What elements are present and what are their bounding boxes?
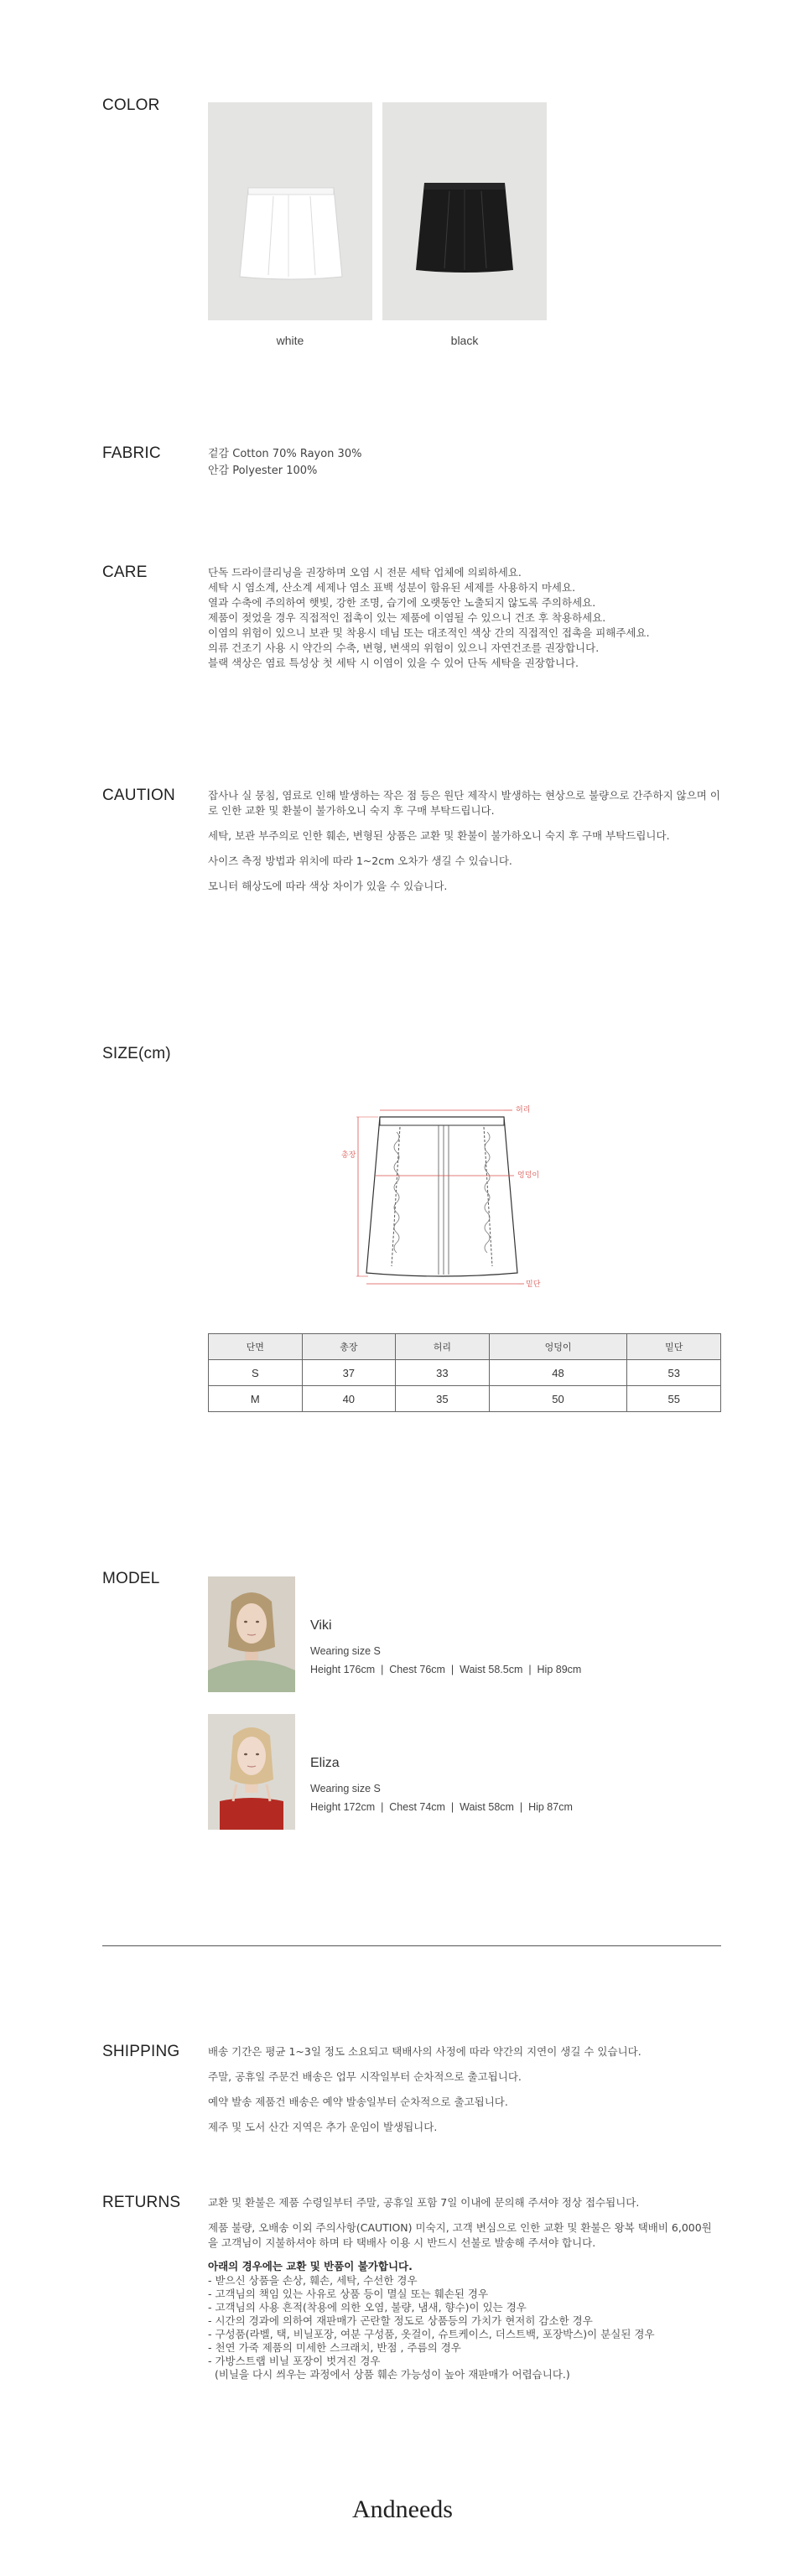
care-line: 단독 드라이클리닝을 권장하며 오염 시 전문 세탁 업체에 의뢰하세요. <box>208 566 522 579</box>
returns-fee-note: 제품 불량, 오배송 이외 주의사항(CAUTION) 미숙지, 고객 변심으로 인한 교환 및 환불은 왕복 택배비 6,000원을 고객님이 지불하셔야 하며 타 택배사 이용 시 반드시 선불로 발송해 주셔야 합니다. <box>208 2221 712 2249</box>
size-heading: SIZE(cm) <box>102 1045 171 1062</box>
size-table-wrap <box>208 1333 721 1412</box>
model-heading: MODEL <box>102 1570 160 1587</box>
size-cell: S <box>209 1360 303 1386</box>
model-height: Height 176cm <box>310 1664 376 1675</box>
shipping-line: 예약 발송 제품건 배송은 예약 발송일부터 순차적으로 출고됩니다. <box>208 2096 508 2108</box>
care-line: 세탁 시 염소계, 산소계 세제나 염소 표백 성분이 함유된 세제를 사용하지 마세요. <box>208 581 576 594</box>
table-row <box>209 1360 721 1386</box>
list-item: - 고객님의 사용 흔적(착용에 의한 오염, 불량, 냄새, 향수)이 있는 경우 <box>208 2301 527 2314</box>
list-item: - 천연 가죽 제품의 미세한 스크래치, 반점 , 주름의 경우 <box>208 2341 461 2354</box>
fabric-heading: FABRIC <box>102 444 161 462</box>
caution-list <box>208 788 721 904</box>
size-cell: M <box>209 1386 303 1412</box>
care-line: 열과 수축에 주의하여 햇빛, 강한 조명, 습기에 오랫동안 노출되지 않도록 주의하세요. <box>208 596 596 609</box>
table-row <box>209 1386 721 1412</box>
caution-line: 세탁, 보관 부주의로 인한 훼손, 변형된 상품은 교환 및 환불이 불가하오니 숙지 후 구매 부탁드립니다. <box>208 829 670 842</box>
white-skirt-image <box>208 102 372 320</box>
list-item: - 구성품(라벨, 택, 비닐포장, 여분 구성품, 옷걸이, 슈트케이스, 더스트백, 포장박스)이 분실된 경우 <box>208 2328 655 2340</box>
model-info-eliza <box>310 1756 573 1816</box>
returns-list <box>208 2274 721 2381</box>
diagram-label-length: 총장 <box>341 1151 356 1160</box>
care-line: 의류 건조기 사용 시 약간의 수축, 변형, 변색의 위험이 있으니 자연건조를 권장합니다. <box>208 641 600 654</box>
color-heading: COLOR <box>102 96 160 114</box>
size-cell: 48 <box>489 1360 627 1386</box>
model-photo-viki <box>208 1576 295 1692</box>
model-height: Height 172cm <box>310 1801 376 1813</box>
size-col-header: 단면 <box>209 1334 303 1360</box>
size-cell: 37 <box>302 1360 396 1386</box>
model-chest: Chest 76cm <box>389 1664 445 1675</box>
model-waist: Waist 58cm <box>460 1801 514 1813</box>
size-table <box>208 1333 721 1412</box>
shipping-line: 주말, 공휴일 주문건 배송은 업무 시작일부터 순차적으로 출고됩니다. <box>208 2070 522 2083</box>
model-measurements: Height 176cm | Chest 76cm | Waist 58.5cm | Hip 89cm <box>310 1664 582 1675</box>
fabric-lining: 안감 Polyester 100% <box>208 465 318 477</box>
size-col-header: 총장 <box>302 1334 396 1360</box>
diagram-label-waist: 허리 <box>516 1106 531 1114</box>
returns-list-title: 아래의 경우에는 교환 및 반품이 불가합니다. <box>208 2260 413 2272</box>
care-line: 이염의 위험이 있으니 보관 및 착용시 데님 또는 대조적인 색상 간의 직접적인 접촉을 피해주세요. <box>208 626 650 639</box>
section-divider <box>102 1945 721 1946</box>
model-wearing-size: Wearing size S <box>310 1645 381 1657</box>
fabric-shell: 겉감 Cotton 70% Rayon 30% <box>208 448 362 460</box>
care-list <box>208 565 728 671</box>
size-col-header: 허리 <box>396 1334 490 1360</box>
care-line: 블랙 색상은 염료 특성상 첫 세탁 시 이염이 있을 수 있어 단독 세탁을 권장합니다. <box>208 657 579 669</box>
list-item: - 시간의 경과에 의하여 재판매가 곤란할 정도로 상품등의 가치가 현저히 감소한 경우 <box>208 2314 593 2327</box>
shipping-line: 제주 및 도서 산간 지역은 추가 운임이 발생됩니다. <box>208 2121 438 2133</box>
size-diagram <box>340 1098 558 1291</box>
size-cell: 53 <box>627 1360 721 1386</box>
diagram-label-hip: 엉덩이 <box>517 1171 540 1180</box>
model-hip: Hip 87cm <box>528 1801 573 1813</box>
returns-intro: 교환 및 환불은 제품 수령일부터 주말, 공휴일 포함 7일 이내에 문의해 주셔야 정상 접수됩니다. <box>208 2196 640 2209</box>
size-table-header <box>209 1334 721 1360</box>
shipping-heading: SHIPPING <box>102 2043 180 2060</box>
model-name: Viki <box>310 1618 332 1633</box>
brand-logo: Andneeds <box>352 2496 453 2523</box>
color-label-white: white <box>276 334 304 347</box>
model-measurements: Height 172cm | Chest 74cm | Waist 58cm | Hip 87cm <box>310 1801 573 1813</box>
size-cell: 50 <box>489 1386 627 1412</box>
care-heading: CARE <box>102 564 148 581</box>
caution-line: 사이즈 측정 방법과 위치에 따라 1~2cm 오차가 생길 수 있습니다. <box>208 854 512 867</box>
model-hip: Hip 89cm <box>537 1664 582 1675</box>
returns-heading: RETURNS <box>102 2194 181 2211</box>
care-line: 제품이 젖었을 경우 직접적인 접촉이 있는 제품에 이염될 수 있으니 건조 후 착용하세요. <box>208 611 606 624</box>
caution-line: 잡사나 실 뭉침, 염료로 인해 발생하는 작은 점 등은 원단 제작시 발생하는 현상으로 불량으로 간주하지 않으며 이로 인한 교환 및 환불이 불가하오니 숙지 후 구매 부탁드립니다. <box>208 789 720 817</box>
size-cell: 33 <box>396 1360 490 1386</box>
list-item: - 고객님의 책임 있는 사유로 상품 등이 멸실 또는 훼손된 경우 <box>208 2288 489 2300</box>
caution-line: 모니터 해상도에 따라 색상 차이가 있을 수 있습니다. <box>208 880 448 892</box>
list-item: - 받으신 상품을 손상, 훼손, 세탁, 수선한 경우 <box>208 2274 418 2287</box>
model-photo-eliza <box>208 1714 295 1830</box>
color-label-black: black <box>450 334 479 347</box>
size-cell: 40 <box>302 1386 396 1412</box>
size-col-header: 밑단 <box>627 1334 721 1360</box>
size-col-header: 엉덩이 <box>489 1334 627 1360</box>
fabric-list <box>208 446 361 480</box>
model-wearing-size: Wearing size S <box>310 1783 381 1794</box>
list-item: (비닐을 다시 씌우는 과정에서 상품 훼손 가능성이 높아 재판매가 어렵습니다.) <box>208 2368 570 2381</box>
diagram-label-hem: 밑단 <box>526 1280 541 1289</box>
model-name: Eliza <box>310 1756 340 1770</box>
list-item: - 가방스트랩 비닐 포장이 벗겨진 경우 <box>208 2355 381 2367</box>
size-cell: 55 <box>627 1386 721 1412</box>
shipping-line: 배송 기간은 평균 1~3일 정도 소요되고 택배사의 사정에 따라 약간의 지연이 생길 수 있습니다. <box>208 2045 641 2058</box>
shipping-list <box>208 2044 721 2145</box>
returns-content <box>208 2195 721 2381</box>
model-info-viki <box>310 1618 581 1679</box>
caution-heading: CAUTION <box>102 787 175 804</box>
model-chest: Chest 74cm <box>389 1801 445 1813</box>
black-skirt-image <box>382 102 547 320</box>
model-waist: Waist 58.5cm <box>460 1664 523 1675</box>
size-cell: 35 <box>396 1386 490 1412</box>
